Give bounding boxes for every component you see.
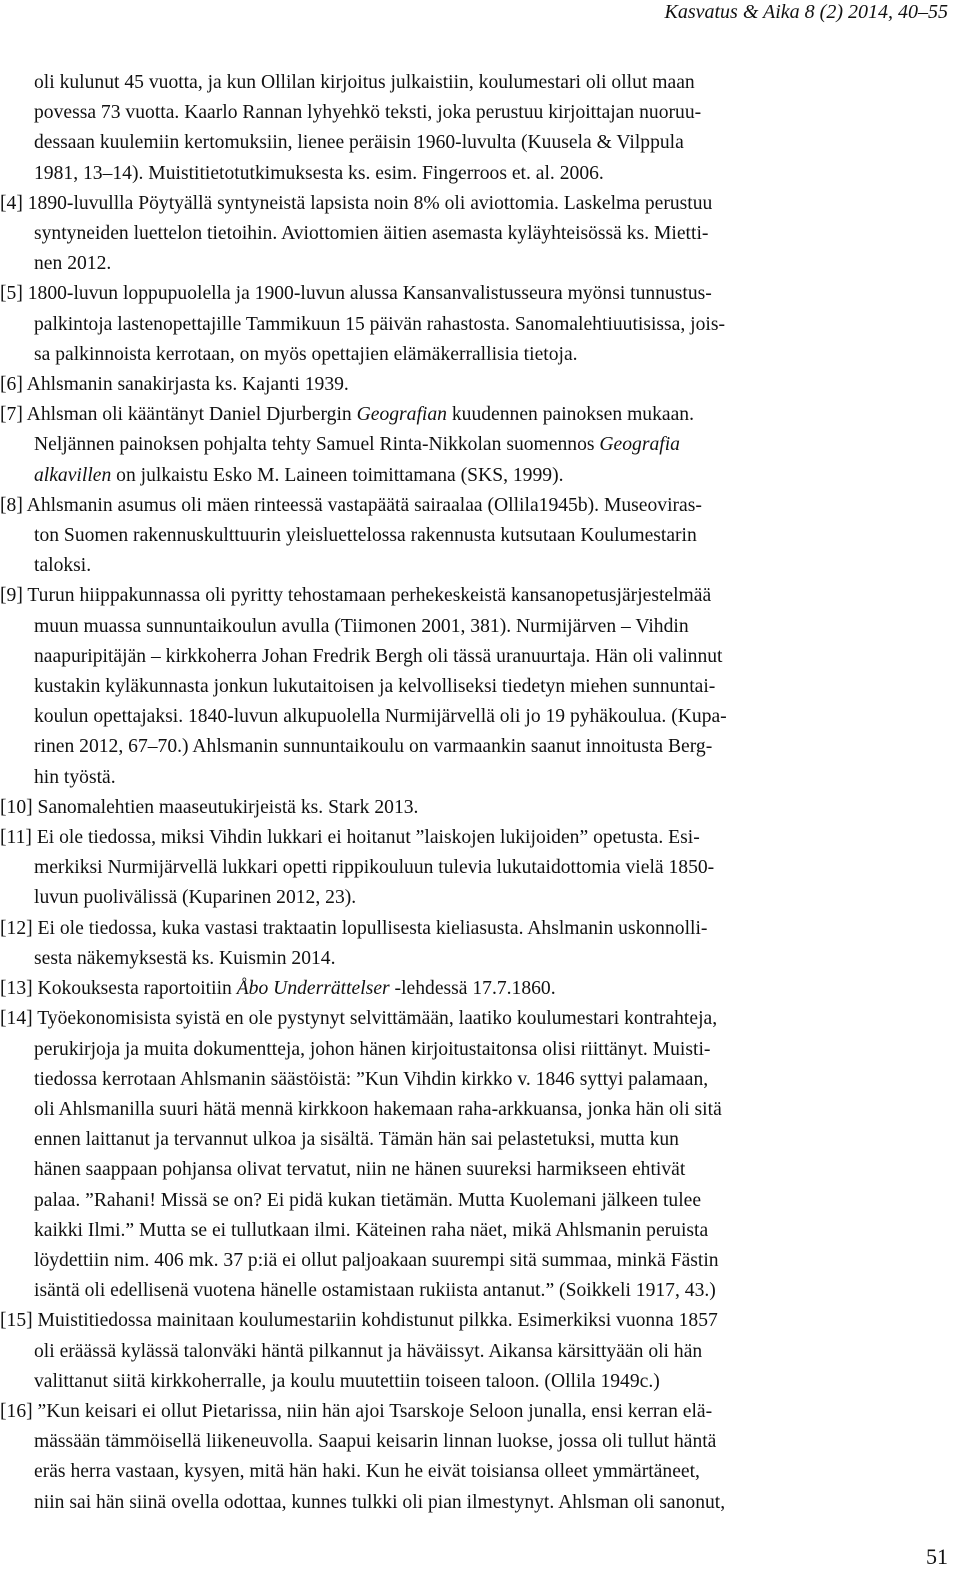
note-line: hin työstä. (34, 766, 116, 788)
note-continuation (0, 68, 953, 189)
endnote-8 (0, 491, 953, 582)
endnote-4 (0, 189, 953, 280)
endnote-14 (0, 1004, 953, 1306)
note-line: eräs herra vastaan, kysyen, mitä hän haki. Kun he eivät toisiansa olleet ymmärtäneet, (34, 1461, 700, 1483)
note-line: niin sai hän siinä ovella odottaa, kunnes tulkki oli pian ilmestynyt. Ahlsman oli sanonut, (34, 1491, 726, 1513)
note-line: [12] Ei ole tiedossa, kuka vastasi traktaatin lopullisesta kieliasusta. Ahslmanin uskonnolli- (0, 917, 708, 939)
running-header: Kasvatus & Aika 8 (2) 2014, 40–55 (664, 1, 948, 23)
endnotes (0, 68, 953, 1518)
note-line: [15] Muistitiedossa mainitaan koulumestariin kohdistunut pilkka. Esimerkiksi vuonna 1857 (0, 1310, 718, 1332)
note-line: tiedossa kerrotaan Ahlsmanin säästöistä: ”Kun Vihdin kirkko v. 1846 syttyi palamaan, (34, 1068, 709, 1090)
note-line: [6] Ahlsmanin sanakirjasta ks. Kajanti 1939. (0, 374, 349, 396)
note-line: [16] ”Kun keisari ei ollut Pietarissa, niin hän ajoi Tsarskoje Seloon junalla, ensi kerran elä- (0, 1400, 713, 1422)
note-line: ton Suomen rakennuskulttuurin yleisluettelossa rakennusta kutsutaan Koulumestarin (34, 525, 697, 547)
note-line: valittanut siitä kirkkoherralle, ja koulu muutettiin toiseen taloon. (Ollila 1949c.) (34, 1370, 660, 1392)
note-line: [10] Sanomalehtien maaseutukirjeistä ks. Stark 2013. (0, 796, 419, 818)
endnote-10 (0, 793, 953, 823)
note-line: [11] Ei ole tiedossa, miksi Vihdin lukkari ei hoitanut ”laiskojen lukijoiden” opetusta. Esi- (0, 827, 700, 849)
note-line: povessa 73 vuotta. Kaarlo Rannan lyhyehkö teksti, joka perustuu kirjoittajan nuoruu- (34, 102, 702, 124)
note-line: [4] 1890-luvullla Pöytyällä syntyneistä lapsista noin 8% oli aviottomia. Laskelma perustuu (0, 192, 713, 214)
note-line: [13] Kokouksesta raportoitiin Åbo Underrättelser -lehdessä 17.7.1860. (0, 978, 556, 1000)
endnote-15 (0, 1306, 953, 1397)
note-line: syntyneiden luettelon tietoihin. Aviottomien äitien asemasta kyläyhteisössä ks. Mietti- (34, 223, 709, 245)
note-line: [14] Työekonomisista syistä en ole pystynyt selvittämään, laatiko koulumestari kontrahteja, (0, 1008, 718, 1030)
note-line: perukirjoja ja muita dokumentteja, johon hänen kirjoitustaitonsa olisi riittänyt. Muisti- (34, 1038, 711, 1060)
note-line: merkiksi Nurmijärvellä lukkari opetti rippikouluun tulevia lukutaidottomia vielä 1850- (34, 857, 715, 879)
note-line: [9] Turun hiippakunnassa oli pyritty tehostamaan perhekeskeistä kansanopetusjärjestelmää (0, 585, 712, 607)
note-line: naapuripitäjän – kirkkoherra Johan Fredrik Bergh oli tässä uranuurtaja. Hän oli valinnut (34, 645, 723, 667)
endnote-13 (0, 974, 953, 1004)
note-line: taloksi. (34, 555, 92, 577)
note-line: [7] Ahlsman oli kääntänyt Daniel Djurbergin Geografian kuudennen painoksen mukaan. (0, 404, 694, 426)
endnote-11 (0, 823, 953, 914)
note-line: kustakin kyläkunnasta jonkun lukutaitoisen ja kelvolliseksi tiedetyn miehen sunnuntai- (34, 676, 716, 698)
note-line: [5] 1800-luvun loppupuolella ja 1900-luvun alussa Kansanvalistusseura myönsi tunnustus- (0, 283, 712, 305)
note-line: palkintoja lastenopettajille Tammikuun 15 päivän rahastosta. Sanomalehtiuutisissa, jois- (34, 313, 725, 335)
note-line: Neljännen painoksen pohjalta tehty Samuel Rinta-Nikkolan suomennos Geografia (34, 434, 680, 456)
note-line: 1981, 13–14). Muistitietotutkimuksesta ks. esim. Fingerroos et. al. 2006. (34, 162, 604, 184)
endnote-6 (0, 370, 953, 400)
note-line: koulun opettajaksi. 1840-luvun alkupuolella Nurmijärvellä oli jo 19 pyhäkoulua. (Kupa- (34, 706, 727, 728)
endnote-9 (0, 581, 953, 792)
endnote-12 (0, 914, 953, 974)
note-line: muun muassa sunnuntaikoulun avulla (Tiimonen 2001, 381). Nurmijärven – Vihdin (34, 615, 689, 637)
note-line: isäntä oli edellisenä vuotena hänelle ostamistaan rukiista antanut.” (Soikkeli 1917, 43.) (34, 1280, 716, 1302)
note-line: sesta näkemyksestä ks. Kuismin 2014. (34, 947, 336, 969)
note-line: mässään tämmöisellä liikeneuvolla. Saapui keisarin linnan luokse, jossa oli tullut häntä (34, 1431, 717, 1453)
note-line: dessaan kuulemiin kertomuksiin, lienee peräisin 1960-luvulta (Kuusela & Vilppula (34, 132, 684, 154)
note-line: oli eräässä kylässä talonväki häntä pilkannut ja häväissyt. Aikansa kärsittyään oli hän (34, 1340, 703, 1362)
note-line: oli kulunut 45 vuotta, ja kun Ollilan kirjoitus julkaistiin, koulumestari oli ollut maan (34, 72, 695, 93)
note-line: kaikki Ilmi.” Mutta se ei tullutkaan ilmi. Käteinen raha näet, mikä Ahlsmanin peruista (34, 1219, 709, 1241)
endnote-5 (0, 279, 953, 370)
note-line: alkavillen on julkaistu Esko M. Laineen toimittamana (SKS, 1999). (34, 464, 564, 486)
note-line: nen 2012. (34, 253, 112, 275)
note-line: löydettiin nim. 406 mk. 37 p:iä ei ollut paljoakaan suurempi sitä summaa, minkä Fästin (34, 1249, 719, 1271)
note-line: oli Ahlsmanilla suuri hätä mennä kirkkoon hakemaan raha-arkkuansa, jonka hän oli sitä (34, 1098, 722, 1120)
note-line: luvun puolivälissä (Kuparinen 2012, 23). (34, 887, 357, 909)
note-line: hänen saappaan pohjansa olivat tervatut, niin ne hänen suureksi harmikseen ehtivät (34, 1159, 686, 1181)
note-line: rinen 2012, 67–70.) Ahlsmanin sunnuntaikoulu on varmaankin saanut innoitusta Berg- (34, 736, 713, 758)
note-line: sa palkinnoista kerrotaan, on myös opettajien elämäkerrallisia tietoja. (34, 343, 578, 365)
endnote-7 (0, 400, 953, 491)
page-number: 51 (926, 1544, 948, 1569)
note-line: [8] Ahlsmanin asumus oli mäen rinteessä vastapäätä sairaalaa (Ollila1945b). Museoviras- (0, 494, 702, 516)
note-line: palaa. ”Rahani! Missä se on? Ei pidä kukan tietämän. Mutta Kuolemani jälkeen tulee (34, 1189, 702, 1211)
note-line: ennen laittanut ja tervannut ulkoa ja sisältä. Tämän hän sai pelastetuksi, mutta kun (34, 1129, 679, 1151)
endnote-16 (0, 1397, 953, 1518)
